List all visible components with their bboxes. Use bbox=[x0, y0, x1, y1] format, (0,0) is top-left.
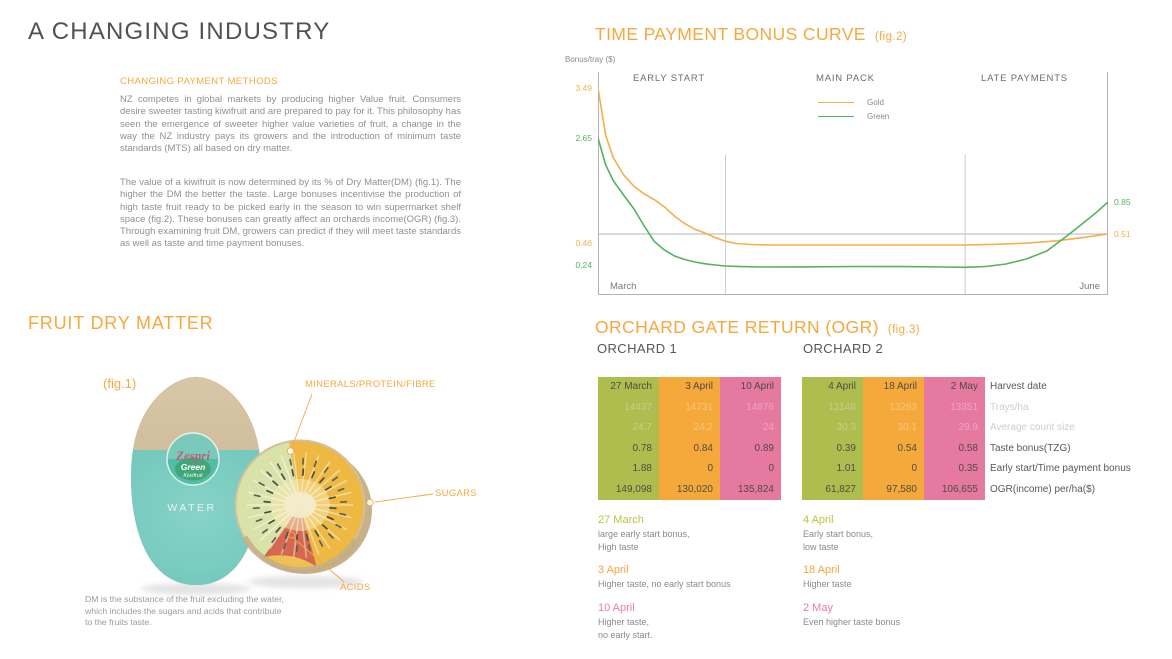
chart-legend bbox=[818, 95, 889, 123]
chart-section-late-payments: LATE PAYMENTS bbox=[981, 73, 1068, 84]
trays-cell: 13351 bbox=[950, 401, 978, 413]
fig1-caption: DM is the substance of the fruit excluding the water, which includes the sugars and acids that contribute to the fruits taste. bbox=[85, 594, 284, 628]
ogr-income-cell: 97,580 bbox=[886, 483, 917, 495]
note-line: Early start bonus, bbox=[803, 529, 874, 539]
fig3-section-title bbox=[595, 317, 920, 338]
badge-product: Kiwifruit bbox=[183, 473, 203, 479]
count-size-cell: 30.1 bbox=[897, 422, 917, 433]
taste-bonus-cell: 0.78 bbox=[632, 442, 652, 454]
row-label-count-size: Average count size bbox=[990, 422, 1075, 433]
row-label-harvest-date: Harvest date bbox=[990, 381, 1047, 392]
note-date: 2 May bbox=[803, 602, 833, 614]
note-date: 4 April bbox=[803, 514, 834, 526]
note-line: Higher taste, no early start bonus bbox=[598, 579, 731, 589]
count-size-cell: 24.7 bbox=[632, 422, 652, 433]
orchard-2-column-2-may bbox=[924, 377, 985, 500]
fig3-title-text: ORCHARD GATE RETURN (OGR) bbox=[595, 317, 879, 337]
chart-section-early-start: EARLY START bbox=[633, 73, 705, 84]
row-label-early-bonus: Early start/Time payment bonus bbox=[990, 463, 1131, 474]
note-18-april bbox=[803, 564, 1003, 591]
intro-paragraph-1: NZ competes in global markets by producing higher Value fruit. Consumers desire sweeter tasting kiwifruit and are prepared to pay for it. This philosophy has seen the emergence of sweeter higher value varieties of fruit, a change in the way the NZ industry pays its growers and the introduction of minimum taste standards (MTS) all based on dry matter. bbox=[120, 94, 461, 155]
trays-cell: 13148 bbox=[828, 401, 856, 413]
y-tick-label: 3.49 bbox=[575, 83, 592, 93]
y-axis-title: Bonus/tray ($) bbox=[565, 55, 616, 64]
minerals-callout-marker bbox=[287, 448, 293, 454]
slice-seed bbox=[255, 495, 260, 496]
note-line: Higher taste, bbox=[598, 617, 650, 627]
ogr-income-cell: 135,824 bbox=[737, 483, 774, 495]
badge-brand: Zespri bbox=[176, 448, 210, 463]
minerals-callout-line bbox=[292, 394, 312, 447]
harvest-date-cell: 10 April bbox=[740, 381, 774, 392]
x-axis-end-label: June bbox=[1079, 281, 1100, 292]
slice-seed bbox=[264, 502, 270, 503]
harvest-date-cell: 18 April bbox=[883, 381, 917, 392]
early-bonus-cell: 0 bbox=[768, 463, 774, 474]
harvest-date-cell: 27 March bbox=[610, 381, 652, 392]
early-bonus-cell: 1.88 bbox=[632, 463, 652, 474]
chart-section-main-pack: MAIN PACK bbox=[816, 73, 875, 84]
count-size-cell: 24.2 bbox=[693, 422, 713, 433]
note-4-april bbox=[803, 514, 1003, 553]
y-tick-label: 0.24 bbox=[575, 260, 592, 270]
slice-seed bbox=[297, 535, 298, 541]
taste-bonus-cell: 0.89 bbox=[754, 442, 774, 454]
fig1-label: (fig.1) bbox=[103, 376, 137, 391]
count-size-cell: 24 bbox=[762, 422, 774, 433]
note-10-april bbox=[598, 602, 798, 641]
harvest-date-cell: 2 May bbox=[950, 381, 978, 392]
early-bonus-cell: 1.01 bbox=[836, 463, 856, 474]
legend-swatch bbox=[818, 102, 854, 103]
ogr-income-cell: 149,098 bbox=[615, 483, 652, 495]
note-line: no early start. bbox=[598, 629, 653, 640]
y-tick-label: 2.65 bbox=[575, 133, 592, 143]
ogr-income-cell: 130,020 bbox=[676, 483, 713, 495]
fig2-label: (fig.2) bbox=[874, 31, 908, 43]
orchard-1-table bbox=[598, 377, 781, 500]
note-3-april bbox=[598, 564, 798, 591]
note-date: 10 April bbox=[598, 602, 635, 614]
orchard-1-name: ORCHARD 1 bbox=[597, 341, 678, 356]
sugars-callout-line bbox=[375, 494, 433, 502]
trays-cell: 14876 bbox=[746, 401, 774, 413]
trays-cell: 13283 bbox=[889, 401, 917, 413]
taste-bonus-cell: 0.58 bbox=[958, 442, 978, 454]
slice-seed bbox=[303, 469, 304, 475]
orchard-1-column-3-april bbox=[659, 377, 720, 500]
x-axis-start-label: March bbox=[610, 281, 637, 292]
taste-bonus-cell: 0.84 bbox=[693, 442, 713, 454]
harvest-date-cell: 4 April bbox=[828, 381, 856, 392]
y-ticks-left bbox=[558, 72, 592, 295]
intro-subtitle: CHANGING PAYMENT METHODS bbox=[120, 76, 278, 87]
early-bonus-cell: 0 bbox=[707, 463, 713, 474]
legend-item-gold bbox=[818, 95, 889, 109]
legend-label: Green bbox=[867, 111, 890, 121]
orchard-2-table bbox=[802, 377, 985, 500]
orchard-2-column-4-april bbox=[802, 377, 863, 500]
trays-cell: 14731 bbox=[685, 401, 713, 413]
slice-seed bbox=[309, 545, 310, 550]
ogr-income-cell: 106,655 bbox=[941, 483, 978, 495]
kiwifruit-slice bbox=[236, 441, 373, 575]
harvest-date-cell: 3 April bbox=[685, 381, 713, 392]
taste-bonus-cell: 0.54 bbox=[897, 442, 917, 454]
note-2-may bbox=[803, 602, 1003, 629]
orchard-2-name: ORCHARD 2 bbox=[803, 341, 884, 356]
sugars-label: SUGARS bbox=[435, 488, 477, 499]
note-line: large early start bonus, bbox=[598, 529, 690, 539]
fig2-section-title bbox=[595, 24, 907, 45]
early-bonus-cell: 0.35 bbox=[958, 463, 978, 474]
note-line: Higher taste bbox=[803, 579, 852, 589]
fig1-section-title: FRUIT DRY MATTER bbox=[28, 313, 214, 333]
sugars-callout-marker bbox=[367, 499, 373, 505]
row-label-trays: Trays/ha bbox=[990, 401, 1029, 413]
note-27-march bbox=[598, 514, 798, 553]
row-label-ogr-income: OGR(income) per/ha($) bbox=[990, 483, 1096, 495]
note-date: 27 March bbox=[598, 514, 644, 526]
count-size-cell: 30.3 bbox=[836, 422, 856, 433]
count-size-cell: 29.9 bbox=[958, 422, 978, 433]
acids-label: ACIDS bbox=[340, 582, 371, 593]
trays-cell: 14437 bbox=[624, 401, 652, 413]
fig2-title-text: TIME PAYMENT BONUS CURVE bbox=[595, 24, 866, 44]
y-ticks-right bbox=[1114, 72, 1154, 295]
row-label-taste-bonus: Taste bonus(TZG) bbox=[990, 442, 1071, 454]
note-line: Even higher taste bonus bbox=[803, 617, 901, 627]
note-date: 3 April bbox=[598, 564, 629, 576]
ogr-income-cell: 61,827 bbox=[825, 483, 856, 495]
y-tick-label: 0.85 bbox=[1114, 197, 1131, 207]
orchard-2-column-18-april bbox=[863, 377, 924, 500]
intro-paragraph-2: The value of a kiwifruit is now determined by its % of Dry Matter(DM) (fig.1). The higher the DM the better the taste. Large bonuses incentivise the production of high taste fruit ready to be picked early in the season to win supermarket shelf space (fig.2). These bonuses can greatly affect an orchards income(OGR) (fig.3). Through examining fruit DM, growers can predict if they will meet taste standards as well as taste and time payment bonuses. bbox=[120, 177, 461, 250]
fig3-label: (fig.3) bbox=[887, 324, 921, 336]
slice-seed bbox=[340, 514, 345, 515]
y-tick-label: 0.51 bbox=[1114, 229, 1131, 239]
slice-seed bbox=[290, 460, 291, 465]
slice-seed bbox=[330, 508, 336, 509]
page-title: A CHANGING INDUSTRY bbox=[28, 18, 331, 45]
curve-green bbox=[598, 138, 1108, 267]
note-date: 18 April bbox=[803, 564, 840, 576]
note-line: High taste bbox=[598, 541, 639, 552]
y-tick-label: 0.46 bbox=[575, 238, 592, 248]
water-label: WATER bbox=[167, 502, 217, 514]
table-row-labels bbox=[990, 377, 1172, 500]
orchard-1-column-10-april bbox=[720, 377, 781, 500]
early-bonus-cell: 0 bbox=[911, 463, 917, 474]
taste-bonus-cell: 0.39 bbox=[836, 442, 856, 454]
zespri-badge bbox=[167, 433, 219, 485]
legend-item-green bbox=[818, 109, 889, 123]
minerals-label: MINERALS/PROTEIN/FIBRE bbox=[305, 379, 436, 390]
legend-swatch bbox=[818, 116, 854, 117]
note-line: low taste bbox=[803, 541, 839, 552]
badge-variety: Green bbox=[180, 462, 206, 472]
orchard-1-column-27-march bbox=[598, 377, 659, 500]
legend-label: Gold bbox=[867, 97, 884, 107]
